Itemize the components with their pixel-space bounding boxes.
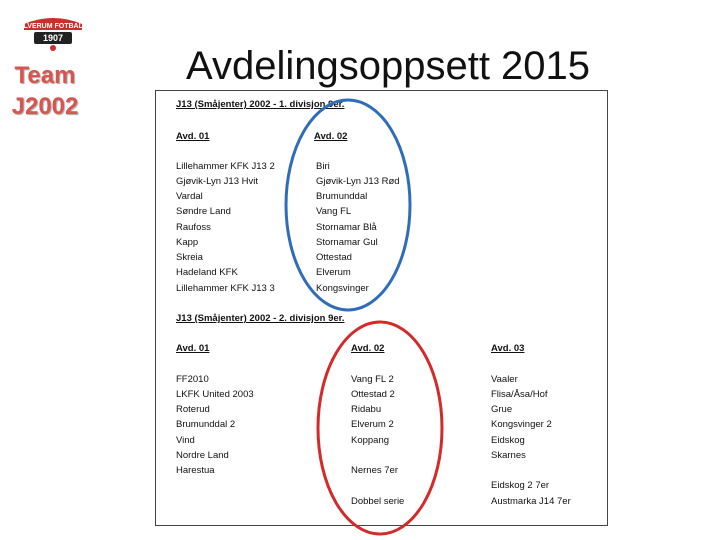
list-item: Vang FL xyxy=(316,206,352,217)
list-item: Skarnes xyxy=(491,450,526,461)
list-item: Ottestad xyxy=(316,252,352,263)
list-item: Harestua xyxy=(176,465,215,476)
list-item: Brumunddal xyxy=(316,191,368,202)
list-item: Ottestad 2 xyxy=(351,389,395,400)
list-item: Vaaler xyxy=(491,374,518,385)
list-item: Vardal xyxy=(176,191,203,202)
list-item: Grue xyxy=(491,404,513,415)
list-item: Skreia xyxy=(176,252,203,263)
section1-col2-heading: Avd. 02 xyxy=(314,131,348,142)
list-item: Gjøvik-Lyn J13 Rød xyxy=(316,176,400,187)
list-item: LKFK United 2003 xyxy=(176,389,254,400)
list-item: Lillehammer KFK J13 2 xyxy=(176,161,275,172)
list-item: Kongsvinger xyxy=(316,283,369,294)
list-item: Elverum xyxy=(316,267,351,278)
section1-heading: J13 (Småjenter) 2002 - 1. divisjon 9er. xyxy=(176,99,345,110)
list-item: Søndre Land xyxy=(176,206,231,217)
club-logo xyxy=(18,8,88,52)
list-item: Lillehammer KFK J13 3 xyxy=(176,283,275,294)
list-item: Roterud xyxy=(176,404,210,415)
list-item: Hadeland KFK xyxy=(176,267,238,278)
list-item: Vind xyxy=(176,435,195,446)
list-item: Raufoss xyxy=(176,222,211,233)
list-item: Biri xyxy=(316,161,330,172)
section1-col1-heading: Avd. 01 xyxy=(176,131,210,142)
section2-col1-heading: Avd. 01 xyxy=(176,343,210,354)
logo-ball-icon xyxy=(50,45,56,51)
list-item: Kapp xyxy=(176,237,199,248)
list-item: Brumunddal 2 xyxy=(176,419,236,430)
list-item: FF2010 xyxy=(176,374,209,385)
list-item: Nordre Land xyxy=(176,450,229,461)
team-label xyxy=(6,60,84,122)
list-item: Flisa/Åsa/Hof xyxy=(491,389,548,400)
league-document xyxy=(155,90,608,526)
list-item: Koppang xyxy=(351,435,390,446)
team-label-line1: Team xyxy=(14,62,76,89)
slide-title: Avdelingsoppsett 2015 xyxy=(186,44,591,88)
list-item: Stornamar Blå xyxy=(316,222,377,233)
section2-col3-heading: Avd. 03 xyxy=(491,343,525,354)
logo-year: 1907 xyxy=(42,33,64,43)
list-item: Austmarka J14 7er xyxy=(491,496,571,507)
list-item: Kongsvinger 2 xyxy=(491,419,552,430)
list-item: Eidskog xyxy=(491,435,525,446)
list-item: Dobbel serie xyxy=(351,496,405,507)
section2-col2-heading: Avd. 02 xyxy=(351,343,385,354)
list-item: Ridabu xyxy=(351,404,382,415)
team-label-line2: J2002 xyxy=(11,93,79,120)
list-item: Vang FL 2 xyxy=(351,374,394,385)
section2-heading: J13 (Småjenter) 2002 - 2. divisjon 9er. xyxy=(176,313,345,324)
list-item: Elverum 2 xyxy=(351,419,394,430)
list-item: Stornamar Gul xyxy=(316,237,378,248)
list-item: Eidskog 2 7er xyxy=(491,480,550,491)
logo-club-name: ELVERUM FOTBALL xyxy=(18,23,88,30)
list-item: Nernes 7er xyxy=(351,465,398,476)
list-item: Gjøvik-Lyn J13 Hvit xyxy=(176,176,258,187)
